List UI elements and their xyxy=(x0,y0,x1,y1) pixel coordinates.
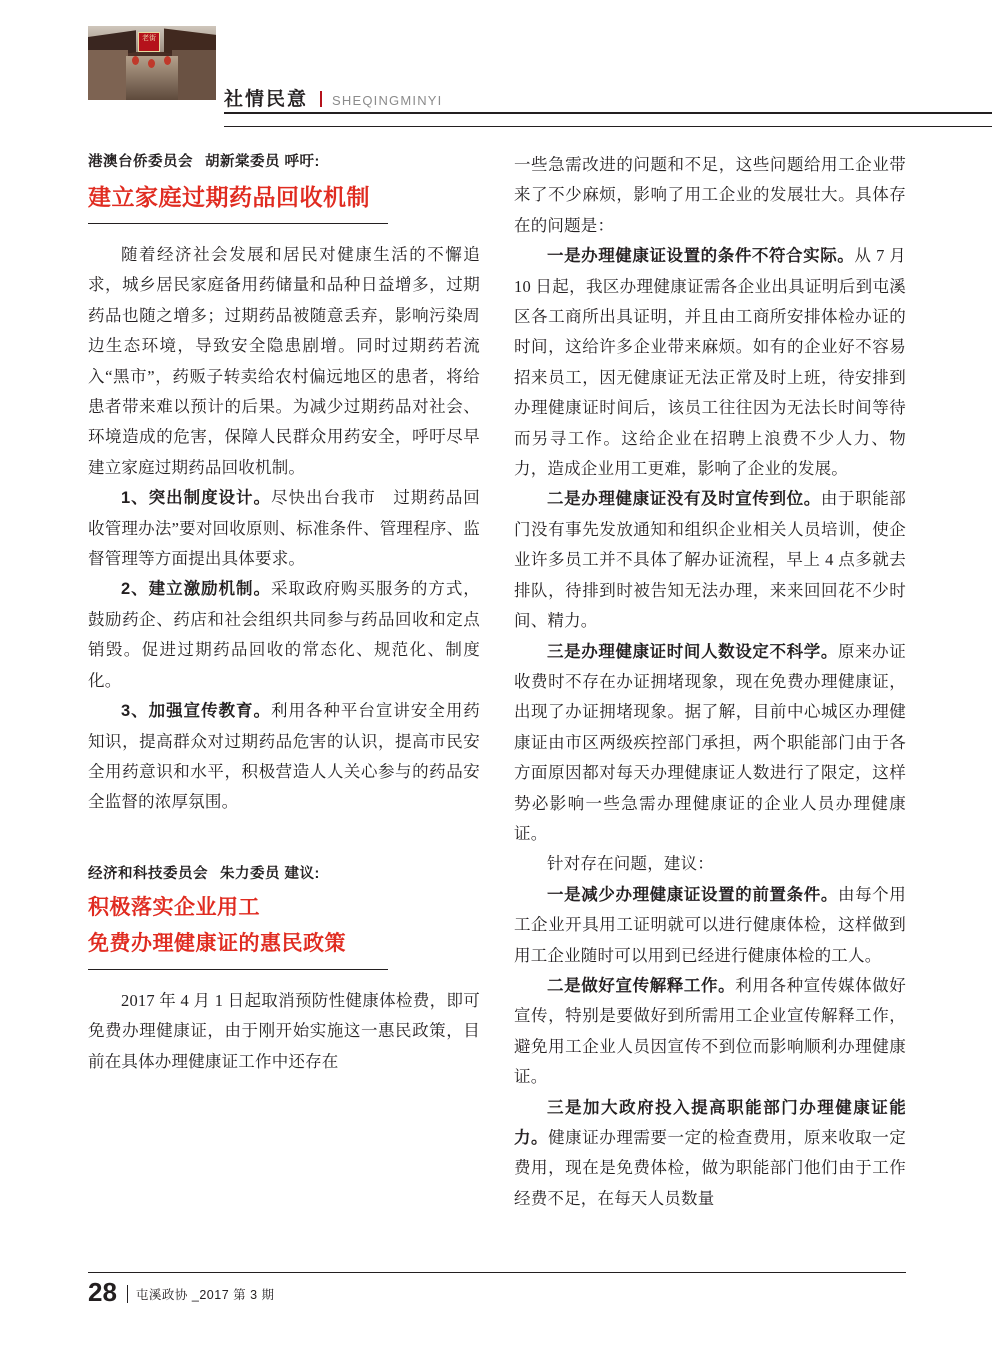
article1-headline-rule xyxy=(88,223,388,224)
article2-paragraph: 一是减少办理健康证设置的前置条件。由每个用工企业开具用工证明就可以进行健康体检，这样做到用工企业随时可以用到已经进行健康体检的工人。 xyxy=(514,884,906,965)
article1-paragraph: 随着经济社会发展和居民对健康生活的不懈追求，城乡居民家庭备用药储量和品种日益增多，过期药品也随之增多；过期药品被随意丢弃，影响污染周边生态环境，导致安全隐患剧增。同时过期药若流入“黑市”，药贩子转卖给农村偏远地区的患者，将给患者带来难以预计的后果。为减少过期药品对社会、环境造成的危害，保障人民群众用药安全，呼吁尽早建立家庭过期药品回收机制。 xyxy=(88,245,480,477)
page-number: 28 xyxy=(88,1277,117,1307)
photo-wall-right xyxy=(172,50,216,100)
article2-kicker xyxy=(88,862,480,883)
section-title-cn: 社情民意 xyxy=(224,89,309,110)
article2-paragraph: 三是加大政府投入提高职能部门办理健康证能力。健康证办理需要一定的检查费用，原来收取一定费用，现在是免费体检，做为职能部门他们由于工作经费不足，在每天人员数量 xyxy=(514,1098,906,1208)
article2-paragraph: 针对存在问题，建议： xyxy=(547,854,714,874)
page-footer xyxy=(88,1272,906,1305)
article1-paragraph: 2、建立激励机制。采取政府购买服务的方式，鼓励药企、药店和社会组织共同参与药品回收和定点销毁。促进过期药品回收的常态化、规范化、制度化。 xyxy=(88,579,481,690)
footer-divider xyxy=(127,1285,128,1303)
photo-wall-left xyxy=(88,50,128,100)
article1-headline: 建立家庭过期药品回收机制 xyxy=(88,184,370,210)
article2-paragraph: 二是做好宣传解释工作。利用各种宣传媒体做好宣传，特别是要做好到所需用工企业宣传解释工作，避免用工企业人员因宣传不到位而影响顺利办理健康证。 xyxy=(514,975,906,1087)
photo-lantern-icon xyxy=(148,59,155,68)
article1-kicker-committee: 港澳台侨委员会 xyxy=(88,154,193,170)
article1-paragraph: 1、突出制度设计。尽快出台我市 过期药品回收管理办法”要对回收原则、标准条件、管理程序、监督管理等方面提出具体要求。 xyxy=(88,488,481,569)
publication-info: 屯溪政协 _2017 第 3 期 xyxy=(135,1288,275,1302)
section-title-en: SHEQINGMINYI xyxy=(332,93,443,108)
column-left xyxy=(88,150,480,1077)
photo-lantern-icon xyxy=(164,56,171,65)
article2-paragraph: 一些急需改进的问题和不足，这些问题给用工企业带来了不少麻烦，影响了用工企业的发展壮大。具体存在的问题是： xyxy=(514,155,906,235)
article2-paragraph: 三是办理健康证时间人数设定不科学。原来办证收费时不存在办证拥堵现象，现在免费办理健康证，出现了办证拥堵现象。据了解，目前中心城区办理健康证由市区两级疾控部门承担，两个职能部门由于各方面原因都对每天办理健康证人数进行了限定，这样势必影响一些急需办理健康证的企业人员办理健康证。 xyxy=(514,641,906,843)
article2-kicker-committee: 经济和科技委员会 xyxy=(88,865,208,882)
article2-headline-line2: 免费办理健康证的惠民政策 xyxy=(88,931,346,955)
page-header xyxy=(88,26,906,110)
article2-paragraph: 2017 年 4 月 1 日起取消预防性健康体检费，即可免费办理健康证，由于刚开始实施这一惠民政策，目前在具体办理健康证工作中还存在 xyxy=(88,990,480,1071)
header-rule-thin xyxy=(224,126,992,127)
article2-kicker-member: 朱力委员 建议: xyxy=(220,865,320,882)
article1-paragraph: 3、加强宣传教育。利用各种平台宣讲安全用药知识，提高群众对过期药品危害的认识，提高市民安全用药意识和水平，积极营造人人关心参与的药品安全监督的浓厚氛围。 xyxy=(88,701,481,812)
article2-headline-rule xyxy=(88,969,388,970)
section-title xyxy=(224,84,442,111)
footer-rule xyxy=(88,1272,906,1273)
article2-paragraph: 一是办理健康证设置的条件不符合实际。从 7 月 10 日起，我区办理健康证需各企业出具证明后到屯溪区各工商所出具证明，并且由工商所安排体检办证的时间，这给许多企业带来麻烦。如有的企业好不容易招来员工，因无健康证无法正常及时上班，待安排到办理健康证时间后，该员工往往因为无法长时间等待而另寻工作。这给企业在招聘上浪费不少人力、物力，造成企业用工更难，影响了企业的发展。 xyxy=(514,246,907,479)
article2-headline-line1: 积极落实企业用工 xyxy=(88,895,260,919)
article2-paragraph: 二是办理健康证没有及时宣传到位。由于职能部门没有事先发放通知和组织企业相关人员培训，使企业许多员工并不具体了解办证流程，早上 4 点多就去排队，待排到时被告知无法办理，来来回回花不少时间、精力。 xyxy=(514,489,907,631)
photo-lantern-icon xyxy=(132,56,139,65)
article1-kicker-member: 胡新棠委员 呼吁: xyxy=(205,154,320,170)
photo-sign: 老街 xyxy=(138,32,160,52)
section-title-divider xyxy=(320,91,322,107)
header-photo xyxy=(88,26,216,100)
header-rule-thick xyxy=(224,112,992,114)
column-right xyxy=(514,150,906,1214)
article1-kicker xyxy=(88,150,480,171)
